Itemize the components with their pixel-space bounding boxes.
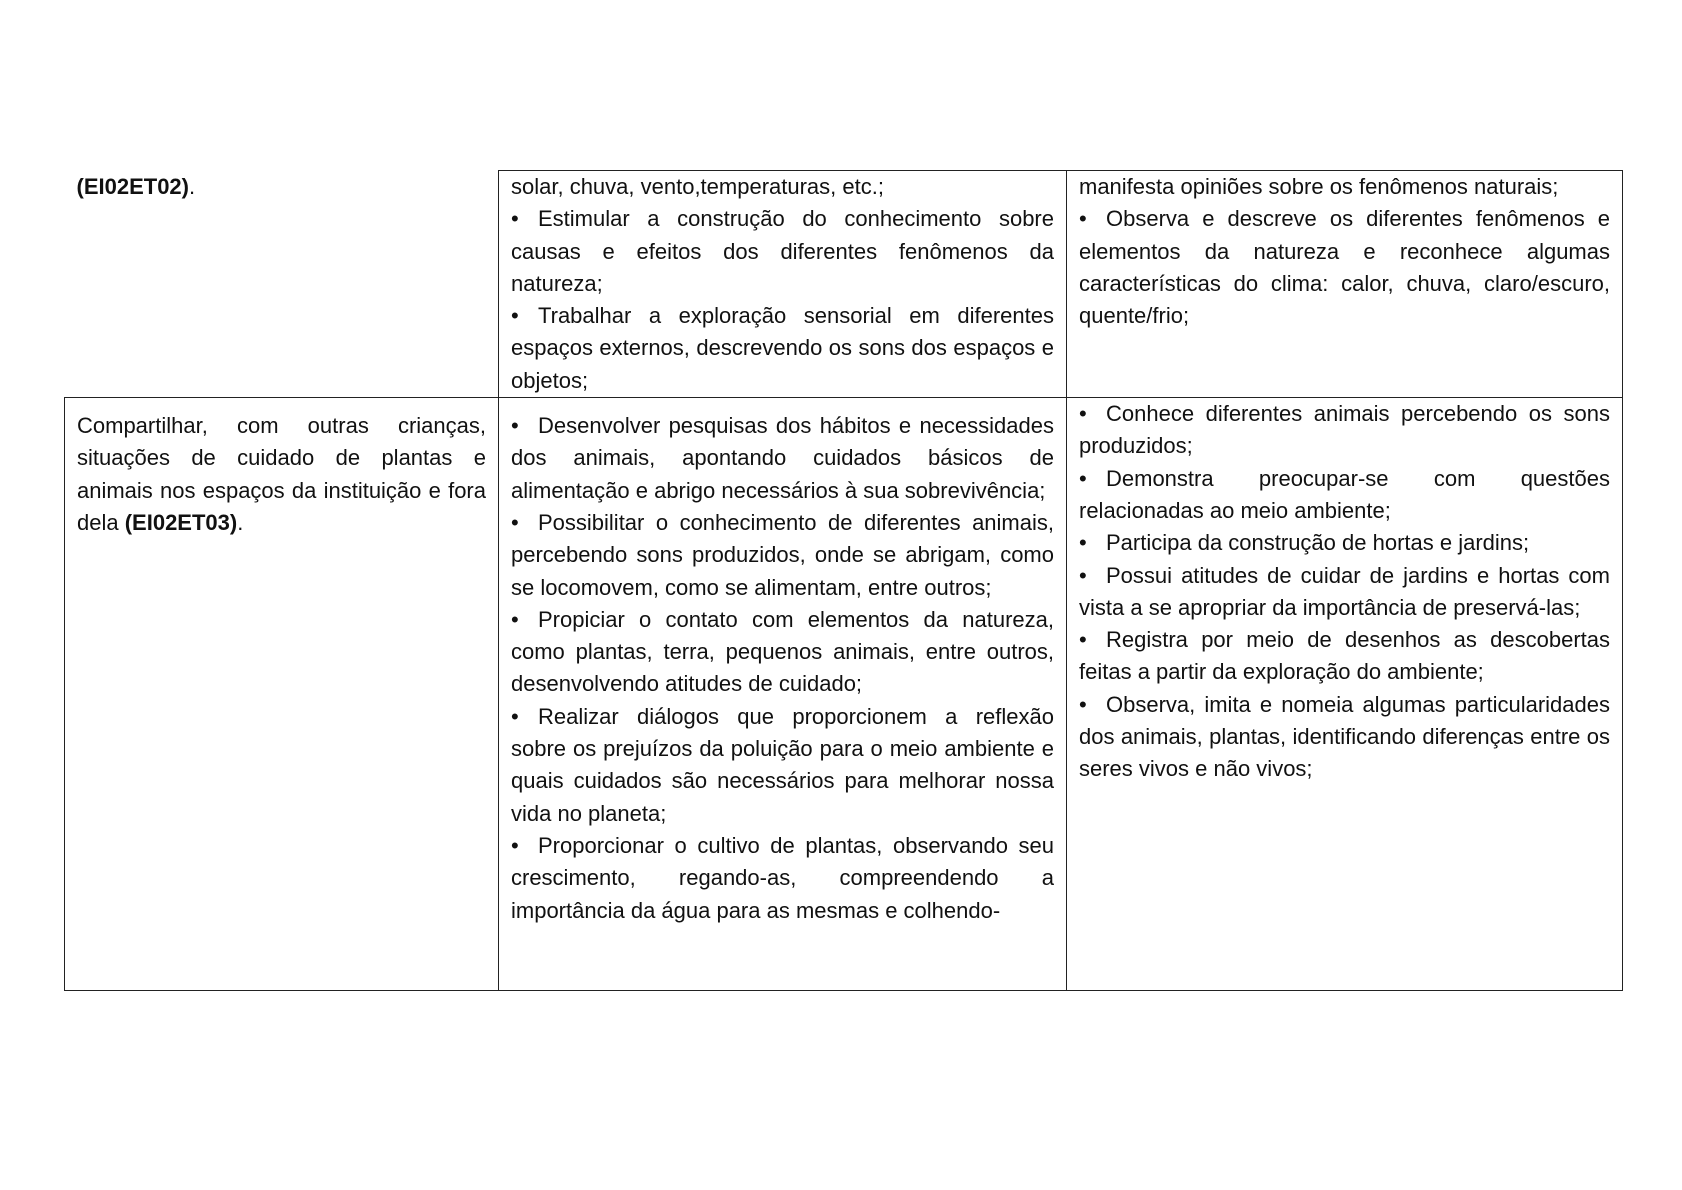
bullet-icon: • — [1079, 206, 1087, 232]
outcomes-cell — [1067, 398, 1623, 991]
objective-suffix: . — [237, 509, 244, 535]
curriculum-table — [64, 170, 1623, 991]
outcome-item — [1079, 463, 1610, 528]
strategy-item-text: Estimular a construção do conhecimento sobre causas e efeitos dos diferentes fenômenos da natureza; — [511, 206, 1054, 296]
bullet-icon: • — [1079, 691, 1087, 717]
outcome-item-text: Registra por meio de desenhos as descobertas feitas a partir da exploração do ambiente; — [1079, 627, 1610, 685]
strategy-item-text: Proporcionar o cultivo de plantas, observando seu crescimento, regando-as, compreendendo a importância da água para as mesmas e colhendo- — [511, 832, 1054, 923]
table-row — [65, 398, 1623, 991]
strategy-item-text: Possibilitar o conhecimento de diferentes animais, percebendo sons produzidos, onde se abrigam, como se locomovem, como se alimentam, entre outros; — [511, 509, 1054, 600]
bullet-icon: • — [1079, 562, 1087, 588]
bullet-icon: • — [1079, 465, 1087, 491]
outcome-item-text: Participa da construção de hortas e jardins; — [1106, 530, 1530, 556]
objective-body: Compartilhar, com outras crianças, situações de cuidado de plantas e animais nos espaços da instituição e fora dela — [77, 413, 486, 535]
bullet-icon: • — [511, 832, 519, 858]
objective-text — [77, 410, 486, 539]
objective-suffix: . — [189, 173, 196, 199]
outcome-item-text: Demonstra preocupar-se com questões relacionadas ao meio ambiente; — [1079, 465, 1610, 523]
strategy-item — [511, 830, 1054, 927]
outcome-item — [1079, 624, 1610, 689]
bullet-icon: • — [511, 509, 519, 535]
outcome-item — [1079, 398, 1610, 463]
objective-cell — [65, 398, 499, 991]
outcome-item — [1079, 203, 1610, 332]
strategy-item — [511, 300, 1054, 397]
outcome-lead: manifesta opiniões sobre os fenômenos naturais; — [1079, 174, 1559, 199]
objective-code: (EI02ET02) — [76, 173, 189, 199]
strategy-item-text: Propiciar o contato com elementos da natureza, como plantas, terra, pequenos animais, entre outros, desenvolvendo atitudes de cuidado; — [511, 606, 1054, 697]
outcome-item — [1079, 560, 1610, 625]
outcome-item — [1079, 689, 1610, 786]
bullet-icon: • — [511, 303, 519, 329]
bullet-icon: • — [511, 606, 519, 632]
strategy-item — [511, 507, 1054, 604]
outcome-item-text: Observa, imita e nomeia algumas particularidades dos animais, plantas, identificando diferenças entre os seres vivos e não vivos; — [1079, 691, 1610, 782]
strategy-lead: solar, chuva, vento,temperaturas, etc.; — [511, 174, 884, 199]
outcome-item-text: Observa e descreve os diferentes fenômenos e elementos da natureza e reconhece algumas características do clima: calor, chuva, claro/escuro, quente/frio; — [1079, 206, 1610, 329]
strategy-item — [511, 203, 1054, 300]
outcome-item-text: Possui atitudes de cuidar de jardins e hortas com vista a se apropriar da importância de preservá-las; — [1079, 562, 1610, 620]
strategy-item — [511, 701, 1054, 830]
objective-cell — [65, 171, 499, 398]
strategy-item-text: Desenvolver pesquisas dos hábitos e necessidades dos animais, apontando cuidados básicos de alimentação e abrigo necessários à sua sobrevivência; — [511, 413, 1054, 503]
objective-text — [77, 171, 487, 203]
bullet-icon: • — [511, 206, 519, 232]
outcomes-cell — [1067, 171, 1623, 398]
bullet-icon: • — [1079, 401, 1087, 427]
table-row — [65, 171, 1623, 398]
bullet-icon: • — [1079, 530, 1087, 556]
bullet-icon: • — [511, 413, 519, 439]
objective-code: (EI02ET03) — [124, 509, 238, 535]
strategies-cell — [499, 171, 1067, 398]
strategy-item-text: Realizar diálogos que proporcionem a reflexão sobre os prejuízos da poluição para o meio ambiente e quais cuidados são necessários para melhorar nossa vida no planeta; — [511, 703, 1054, 826]
strategies-cell — [499, 398, 1067, 991]
outcome-item — [1079, 527, 1610, 559]
bullet-icon: • — [511, 703, 519, 729]
strategy-item — [511, 410, 1054, 507]
strategy-item-text: Trabalhar a exploração sensorial em diferentes espaços externos, descrevendo os sons dos espaços e objetos; — [511, 303, 1054, 393]
outcome-item-text: Conhece diferentes animais percebendo os sons produzidos; — [1079, 401, 1610, 459]
bullet-icon: • — [1079, 627, 1087, 653]
strategy-item — [511, 604, 1054, 701]
